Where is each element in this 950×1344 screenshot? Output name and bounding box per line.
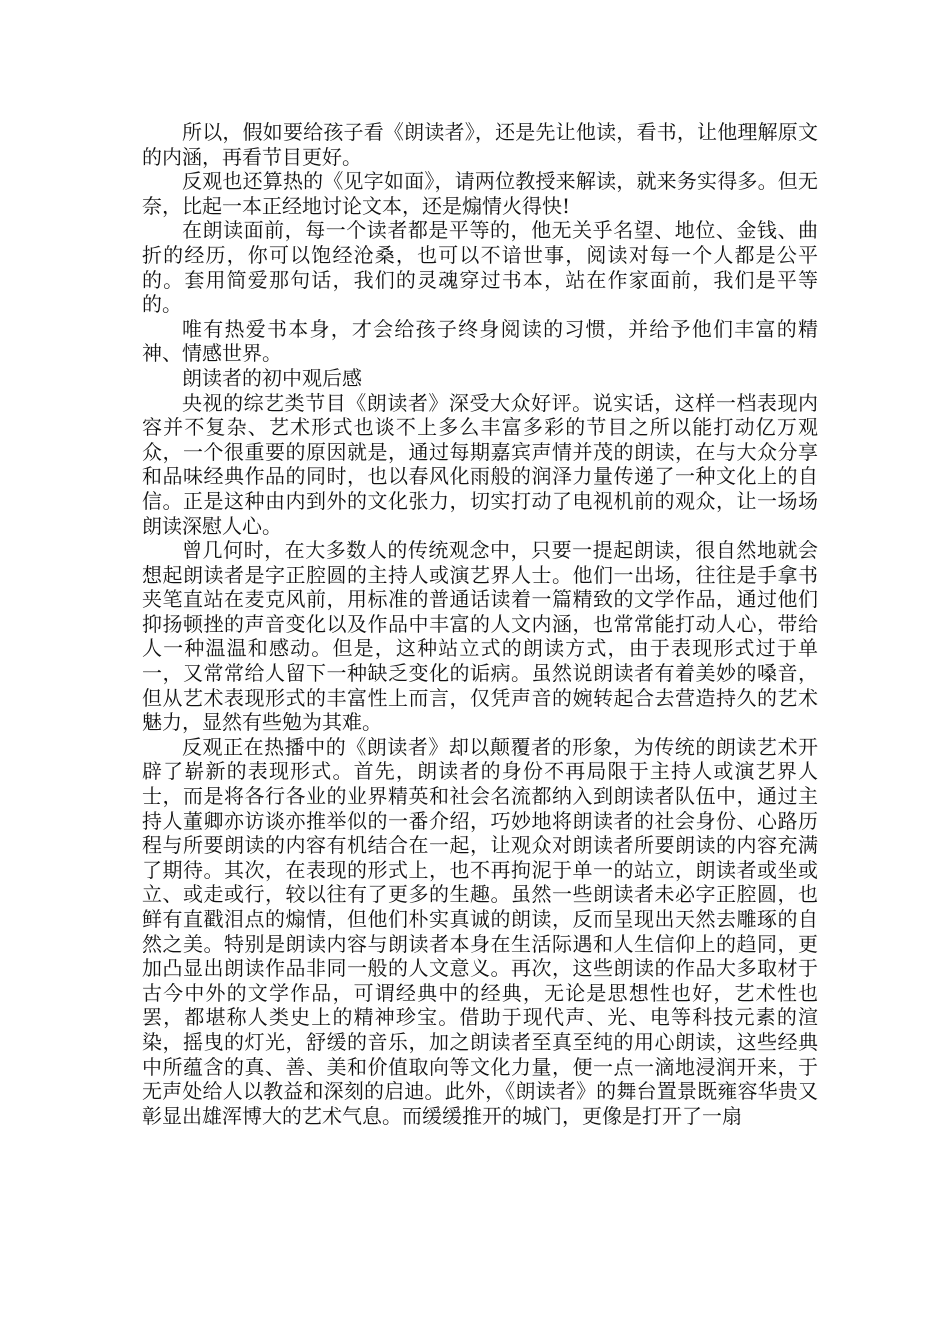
paragraph-3: 在朗读面前，每一个读者都是平等的，他无关乎名望、地位、金钱、曲折的经历，你可以饱经沧桑，也可以不谙世事，阅读对每一个人都是公平的。套用简爱那句话，我们的灵魂穿过书本，站在作家面前，我们是平等的。 [142,218,818,317]
section-heading: 朗读者的初中观后感 [182,365,362,390]
paragraph-1: 所以，假如要给孩子看《朗读者》，还是先让他读，看书，让他理解原文的内涵，再看节目更好。 [142,120,818,169]
paragraph-7: 反观正在热播中的《朗读者》却以颠覆者的形象，为传统的朗读艺术开辟了崭新的表现形式。首先，朗读者的身份不再局限于主持人或演艺界人士，而是将各行各业的业界精英和社会名流都纳入到朗读者队伍中，通过主持人董卿亦访谈亦推举似的一番介绍，巧妙地将朗读者的社会身份、心路历程与所要朗读的内容有机结合在一起，让观众对朗读者所要朗读的内容充满了期待。其次，在表现的形式上，也不再拘泥于单一的站立，朗读者或坐或立、或走或行，较以往有了更多的生趣。虽然一些朗读者未必字正腔圆，也鲜有直戳泪点的煽情，但他们朴实真诚的朗读，反而呈现出天然去雕琢的自然之美。特别是朗读内容与朗读者本身在生活际遇和人生信仰上的趋同，更加凸显出朗读作品非同一般的人文意义。再次，这些朗读的作品大多取材于古今中外的文学作品，可谓经典中的经典，无论是思想性也好，艺术性也罢，都堪称人类史上的精神珍宝。借助于现代声、光、电等科技元素的渲染，摇曳的灯光，舒缓的音乐，加之朗读者至真至纯的用心朗读，这些经典中所蕴含的真、善、美和价值取向等文化力量，便一点一滴地浸润开来，于无声处给人以教益和深刻的启迪。此外，《朗读者》的舞台置景既雍容华贵又彰显出雄浑博大的艺术气息。而缓缓推开的城门，更像是打开了一扇 [142,734,818,1128]
paragraph-5: 央视的综艺类节目《朗读者》深受大众好评。说实话，这样一档表现内容并不复杂、艺术形式也谈不上多么丰富多彩的节目之所以能打动亿万观众，一个很重要的原因就是，通过每期嘉宾声情并茂的朗读，在与大众分享和品味经典作品的同时，也以春风化雨般的润泽力量传递了一种文化上的自信。正是这种由内到外的文化张力，切实打动了电视机前的观众，让一场场朗读深慰人心。 [142,390,818,538]
paragraph-2: 反观也还算热的《见字如面》，请两位教授来解读，就来务实得多。但无奈，比起一本正经地讨论文本，还是煽情火得快! [142,169,818,218]
paragraph-6: 曾几何时，在大多数人的传统观念中，只要一提起朗读，很自然地就会想起朗读者是字正腔圆的主持人或演艺界人士。他们一出场，往往是手拿书夹笔直站在麦克风前，用标准的普通话读着一篇精致的文学作品，通过他们抑扬顿挫的声音变化以及作品中丰富的人文内涵，也常常能打动人心，带给人一种温温和感动。但是，这种站立式的朗读方式，由于表现形式过于单一，又常常给人留下一种缺乏变化的诟病。虽然说朗读者有着美妙的嗓音，但从艺术表现形式的丰富性上而言，仅凭声音的婉转起合去营造持久的艺术魅力，显然有些勉为其难。 [142,538,818,735]
document-body [142,120,818,1128]
paragraph-4: 唯有热爱书本身，才会给孩子终身阅读的习惯，并给予他们丰富的精神、情感世界。 [142,316,818,366]
